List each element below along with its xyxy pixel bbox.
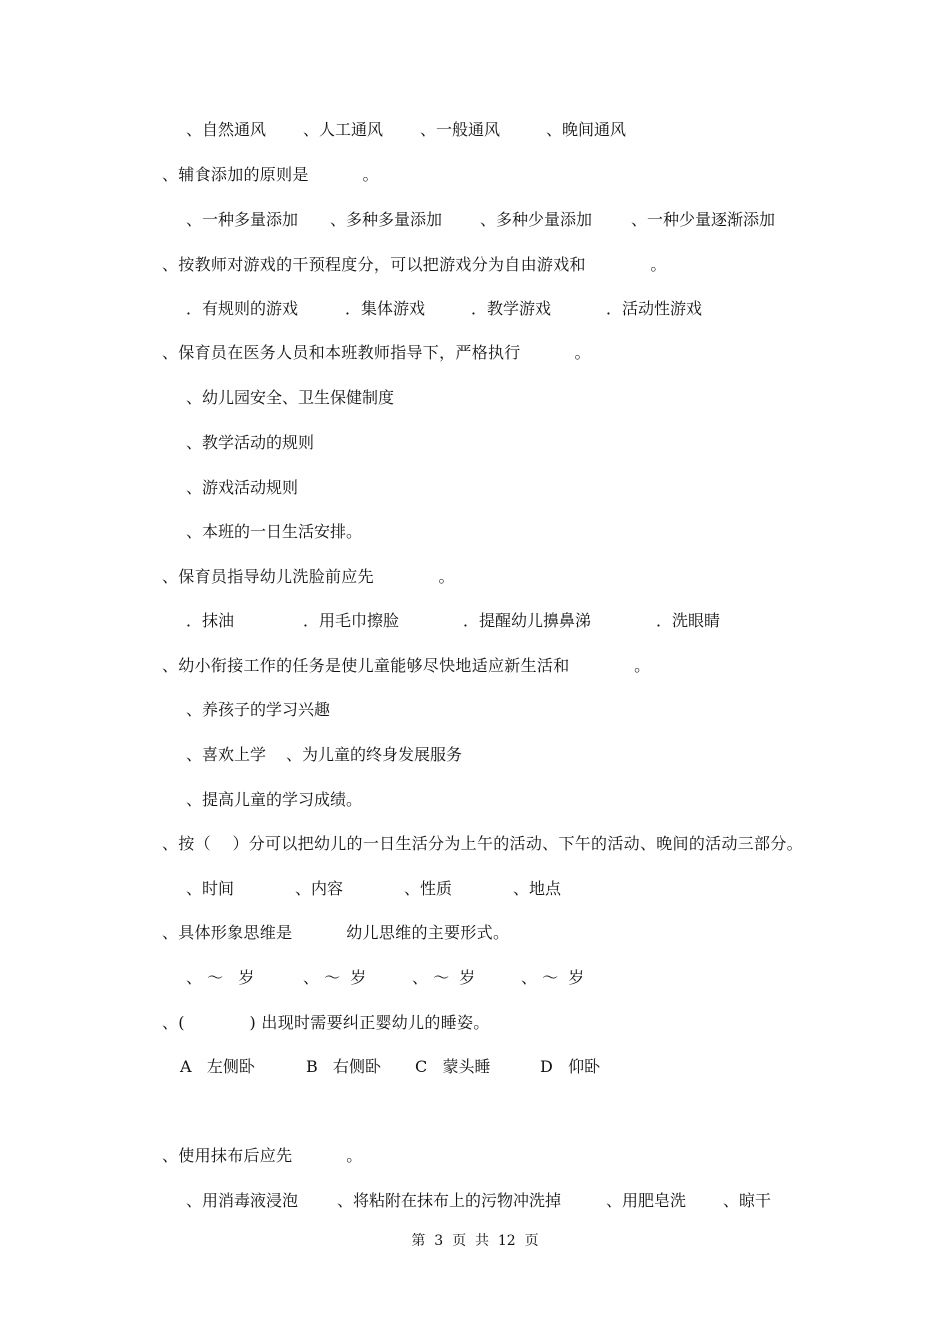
question-cloth-cleaning: 、使用抹布后应先 。	[162, 1146, 363, 1165]
option-a: 、幼儿园安全、卫生保健制度	[186, 388, 395, 407]
page-footer: 第 3 页 共 12 页	[411, 1233, 539, 1249]
option-a: A 左侧卧	[180, 1057, 255, 1076]
option-d: 、地点	[513, 879, 562, 898]
option-general-ventilation: 、一般通风	[420, 120, 501, 139]
option-b: B 右侧卧	[306, 1057, 382, 1076]
option-b: 、 ～ 岁	[303, 968, 367, 987]
option-c: 、为儿童的终身发展服务	[286, 745, 463, 764]
question-school-transition: 、幼小衔接工作的任务是使儿童能够尽快地适应新生活和 。	[162, 656, 651, 675]
option-b: 、喜欢上学	[186, 745, 267, 764]
option-c: ．提醒幼儿擤鼻涕	[463, 611, 592, 630]
option-d: 、提高儿童的学习成绩。	[186, 790, 363, 809]
option-d: D 仰卧	[540, 1057, 601, 1076]
option-a: 、 ～ 岁	[186, 968, 255, 987]
option-a: ．抹油	[186, 611, 235, 630]
option-d: ．活动性游戏	[606, 299, 703, 318]
option-c: C 蒙头睡	[415, 1057, 491, 1076]
option-b: 、内容	[295, 879, 344, 898]
question-complementary-food: 、辅食添加的原则是 。	[162, 165, 379, 184]
option-d: 、本班的一日生活安排。	[186, 522, 363, 541]
option-d: 、晾干	[723, 1191, 772, 1210]
option-b: 、多种多量添加	[330, 210, 443, 229]
option-a: 、养孩子的学习兴趣	[186, 700, 331, 719]
question-sleep-posture: 、( ) 出现时需要纠正婴幼儿的睡姿。	[162, 1013, 490, 1032]
option-d: ．洗眼睛	[656, 611, 721, 630]
option-b: 、将粘附在抹布上的污物冲洗掉	[337, 1191, 562, 1210]
question-daily-schedule: 、按（ ）分可以把幼儿的一日生活分为上午的活动、下午的活动、晚间的活动三部分。	[162, 834, 803, 853]
option-night-ventilation: 、晚间通风	[546, 120, 627, 139]
option-a: 、时间	[186, 879, 235, 898]
option-b: ．用毛巾擦脸	[303, 611, 400, 630]
option-artificial-ventilation: 、人工通风	[303, 120, 384, 139]
question-face-washing: 、保育员指导幼儿洗脸前应先 。	[162, 567, 455, 586]
option-c: 、多种少量添加	[480, 210, 593, 229]
option-a: 、一种多量添加	[186, 210, 299, 229]
option-c: 、性质	[404, 879, 453, 898]
option-c: 、用肥皂洗	[606, 1191, 687, 1210]
question-concrete-thinking: 、具体形象思维是 幼儿思维的主要形式。	[162, 923, 510, 942]
question-game-types: 、按教师对游戏的干预程度分，可以把游戏分为自由游戏和 。	[162, 255, 667, 274]
option-c: ．教学游戏	[471, 299, 552, 318]
option-a: 、用消毒液浸泡	[186, 1191, 299, 1210]
option-c: 、游戏活动规则	[186, 478, 299, 497]
option-b: ．集体游戏	[345, 299, 426, 318]
option-c: 、 ～ 岁	[412, 968, 476, 987]
option-d: 、一种少量逐渐添加	[631, 210, 776, 229]
question-nurse-rules: 、保育员在医务人员和本班教师指导下，严格执行 。	[162, 343, 591, 362]
option-a: ．有规则的游戏	[186, 299, 299, 318]
option-d: 、 ～ 岁	[521, 968, 585, 987]
option-natural-ventilation: 、自然通风	[186, 120, 267, 139]
option-b: 、教学活动的规则	[186, 433, 315, 452]
